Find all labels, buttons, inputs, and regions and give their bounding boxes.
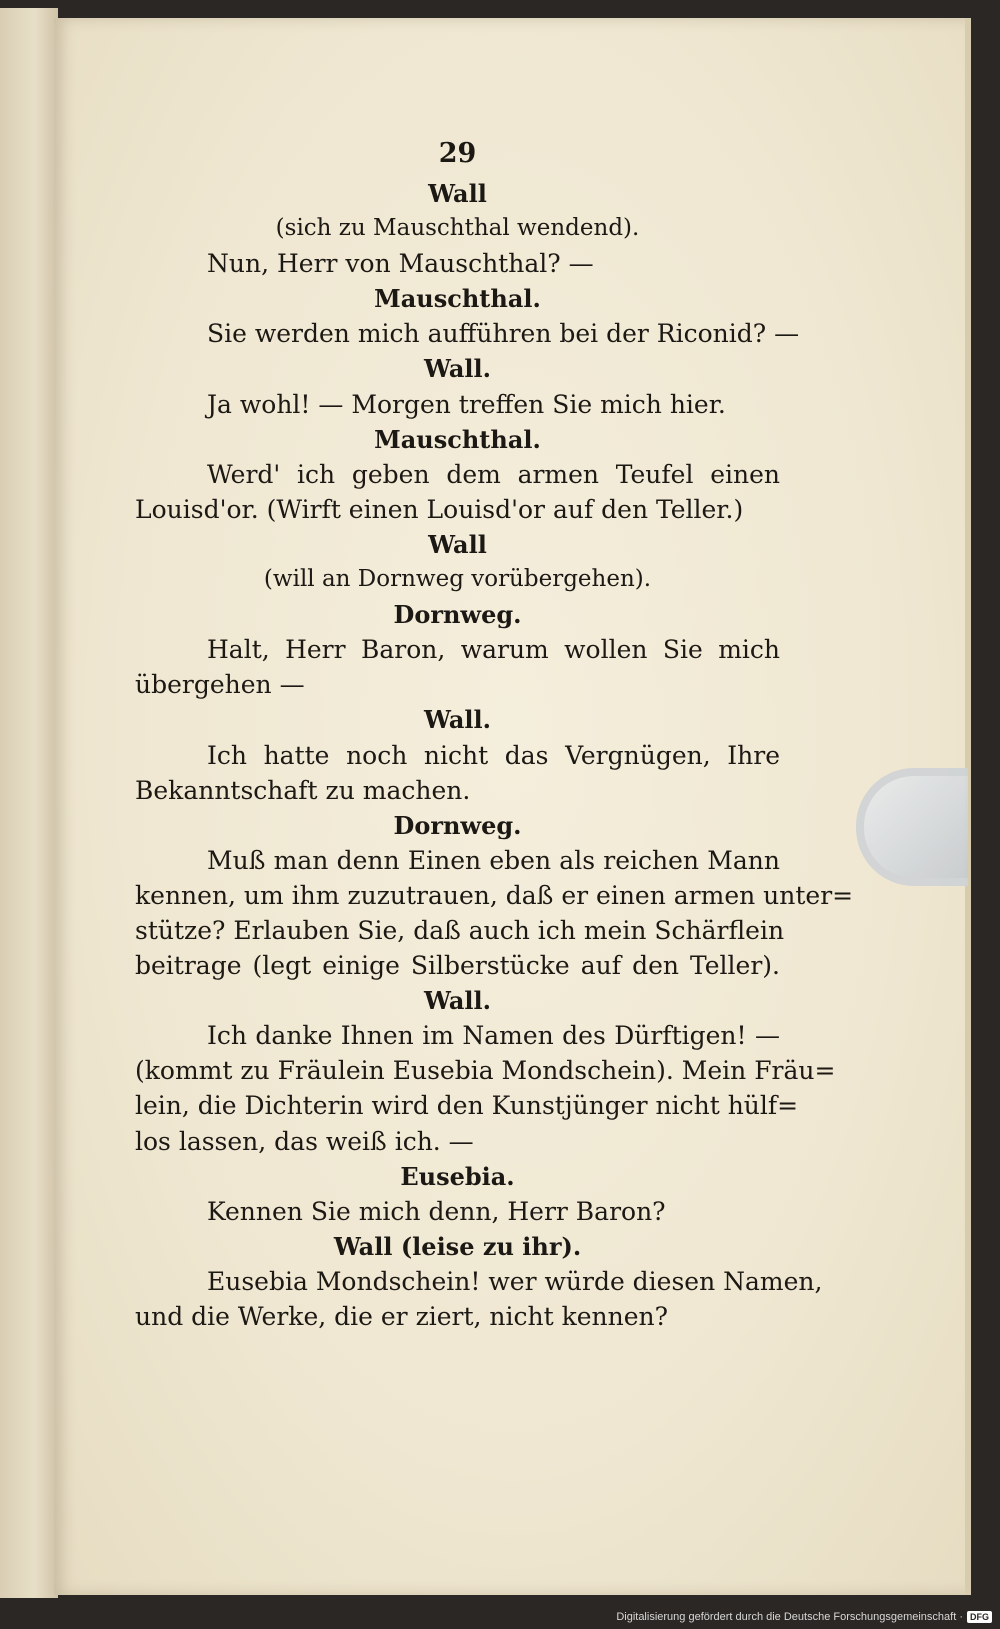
page-clip xyxy=(856,768,968,886)
speaker-name: Wall (leise zu ihr). xyxy=(333,1231,582,1261)
dialogue-line: Halt, Herr Baron, warum wollen Sie mich xyxy=(207,635,780,665)
speaker-name: Wall xyxy=(428,179,487,208)
dialogue-line: kennen, um ihm zuzutrauen, daß er einen armen unter= xyxy=(135,880,854,910)
speaker-name: Wall. xyxy=(423,986,491,1016)
dialogue-line: Kennen Sie mich denn, Herr Baron? xyxy=(207,1196,666,1226)
footer xyxy=(616,1611,992,1623)
dialogue-line: los lassen, das weiß ich. — xyxy=(135,1126,474,1156)
text-body xyxy=(135,176,854,1334)
dialogue-line: Nun, Herr von Mauschthal? — xyxy=(207,249,594,279)
speaker-name: Mauschthal. xyxy=(374,284,541,314)
facing-page-edge xyxy=(0,8,58,1598)
dialogue-line: Sie werden mich aufführen bei der Riconid? — xyxy=(207,319,800,349)
dialogue-line: und die Werke, die er ziert, nicht kennen? xyxy=(135,1302,669,1331)
dialogue-line: Ich danke Ihnen im Namen des Dürftigen! — xyxy=(207,1021,780,1051)
dialogue-line: Louisd'or. (Wirft einen Louisd'or auf den Teller.) xyxy=(135,494,744,524)
dialogue-line: beitrage (legt einige Silberstücke auf den Teller). xyxy=(135,951,780,981)
page-number: 29 xyxy=(438,138,477,169)
dialogue-line: lein, die Dichterin wird den Kunstjünger nicht hülf= xyxy=(135,1091,799,1121)
speaker-name: Wall xyxy=(428,529,487,559)
dialogue-line: übergehen — xyxy=(135,670,305,700)
speaker-name: Wall. xyxy=(423,354,491,384)
dialogue-line: stütze? Erlauben Sie, daß auch ich mein Schärflein xyxy=(135,915,785,945)
dialogue-line: Ja wohl! — Morgen treffen Sie mich hier. xyxy=(207,389,726,419)
speaker-name: Dornweg. xyxy=(393,600,522,630)
speaker-name: Mauschthal. xyxy=(374,424,541,454)
stage-direction: (will an Dornweg vorübergehen). xyxy=(263,566,652,593)
dialogue-line: (kommt zu Fräulein Eusebia Mondschein). Mein Fräu= xyxy=(135,1056,836,1086)
speaker-name: Dornweg. xyxy=(393,810,522,840)
speaker-name: Wall. xyxy=(423,705,491,735)
page-content xyxy=(135,132,854,1334)
dialogue-line: Bekanntschaft zu machen. xyxy=(135,775,471,805)
dialogue-line: Werd' ich geben dem armen Teufel einen xyxy=(207,459,780,489)
dialogue-line: Ich hatte noch nicht das Vergnügen, Ihre xyxy=(207,740,780,770)
dialogue-line: Eusebia Mondschein! wer würde diesen Namen, xyxy=(207,1266,823,1296)
stage-direction: (sich zu Mauschthal wendend). xyxy=(275,215,640,242)
dfg-logo: DFG xyxy=(967,1611,992,1623)
dialogue-line: Muß man denn Einen eben als reichen Mann xyxy=(207,845,780,875)
footer-credit: Digitalisierung gefördert durch die Deutsche Forschungsgemeinschaft · xyxy=(616,1611,963,1623)
speaker-name: Eusebia. xyxy=(400,1161,515,1191)
